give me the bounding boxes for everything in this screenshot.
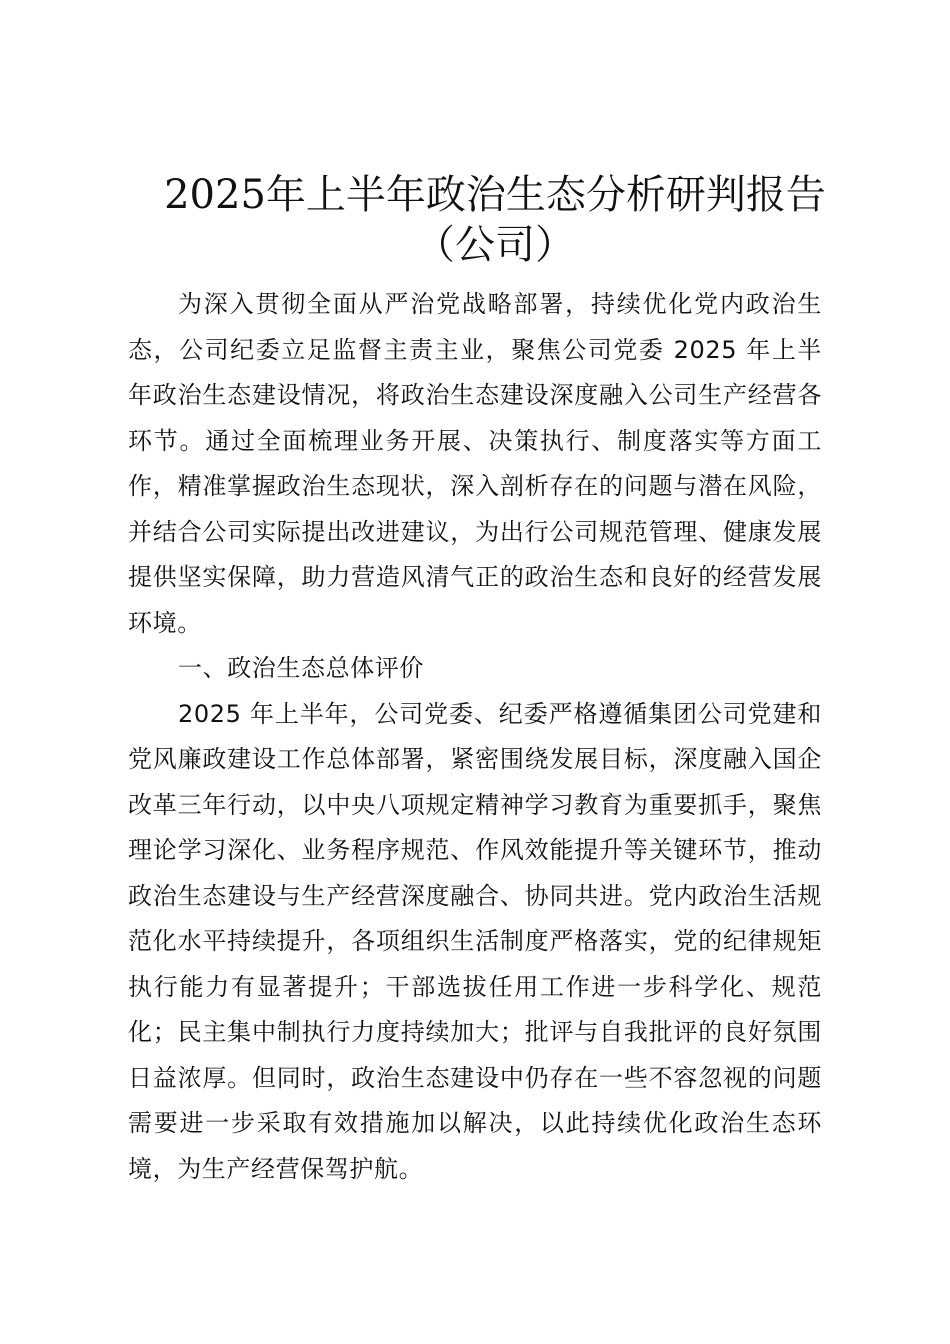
document-title: 2025年上半年政治生态分析研判报告 [164,172,826,218]
document-body [128,282,822,1192]
section-heading: 一、政治生态总体评价 [178,654,424,682]
intro-paragraph: 为深入贯彻全面从严治党战略部署，持续优化党内政治生态，公司纪委立足监督主责主业，聚焦公司党委 2025 年上半年政治生态建设情况，将政治生态建设深度融入公司生产经营各环节。通过全面梳理业务开展、决策执行、制度落实等方面工作，精准掌握政治生态现状，深入剖析存在的问题与潜在风险，并结合公司实际提出改进建议，为出行公司规范管理、健康发展提供坚实保障，助力营造风清气正的政治生态和良好的经营发展环境。 [128,290,822,637]
document-subtitle: （公司） [415,222,575,268]
section-paragraph: 2025 年上半年，公司党委、纪委严格遵循集团公司党建和党风廉政建设工作总体部署，紧密围绕发展目标，深度融入国企改革三年行动，以中央八项规定精神学习教育为重要抓手，聚焦理论学习深化、业务程序规范、作风效能提升等关键环节，推动政治生态建设与生产经营深度融合、协同共进。党内政治生活规范化水平持续提升，各项组织生活制度严格落实，党的纪律规矩执行能力有显著提升；干部选拔任用工作进一步科学化、规范化；民主集中制执行力度持续加大；批评与自我批评的良好氛围日益浓厚。但同时，政治生态建设中仍存在一些不容忽视的问题需要进一步采取有效措施加以解决，以此持续优化政治生态环境，为生产经营保驾护航。 [128,699,822,1183]
